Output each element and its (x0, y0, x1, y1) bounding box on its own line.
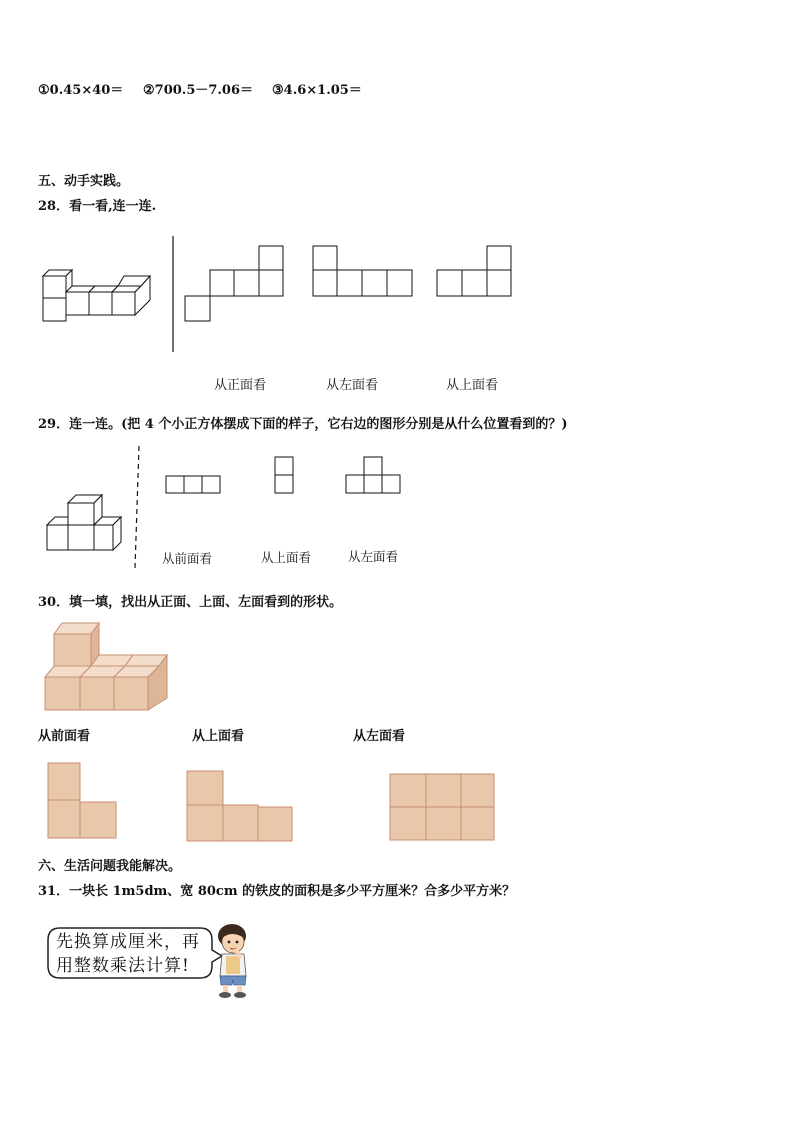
q30-prompt: 30．填一填，找出从正面、上面、左面看到的形状。 (38, 595, 343, 610)
q29-label-left: 从左面看 (348, 549, 399, 564)
q30-label-front: 从前面看 (38, 729, 91, 744)
q28-prompt: 28．看一看,连一连. (38, 199, 157, 214)
q29-label-top: 从上面看 (261, 550, 312, 565)
q28-label-top: 从上面看 (446, 378, 499, 393)
calc-item-1: ①0.45×40＝ (38, 83, 124, 98)
section-6-title: 六、生活问题我能解决。 (38, 859, 182, 874)
bubble-line-2: 用整数乘法计算! (56, 956, 190, 976)
section-5-title: 五、动手实践。 (38, 174, 130, 189)
q29-prompt: 29．连一连。(把 4 个小正方体摆成下面的样子，它右边的图形分别是从什么位置看到的？) (38, 417, 568, 432)
bubble-line-1: 先换算成厘米，再 (56, 932, 200, 952)
q31-prompt: 31．一块长 1m5dm、宽 80cm 的铁皮的面积是多少平方厘米？合多少平方米？ (38, 884, 516, 899)
calc-item-2: ②700.5－7.06＝ (143, 83, 254, 98)
q30-label-left: 从左面看 (353, 729, 406, 744)
q28-label-front: 从正面看 (214, 378, 267, 393)
q29-label-front: 从前面看 (162, 551, 213, 566)
q30-label-top: 从上面看 (192, 729, 245, 744)
calc-item-3: ③4.6×1.05＝ (272, 83, 362, 98)
q28-label-left: 从左面看 (326, 378, 379, 393)
